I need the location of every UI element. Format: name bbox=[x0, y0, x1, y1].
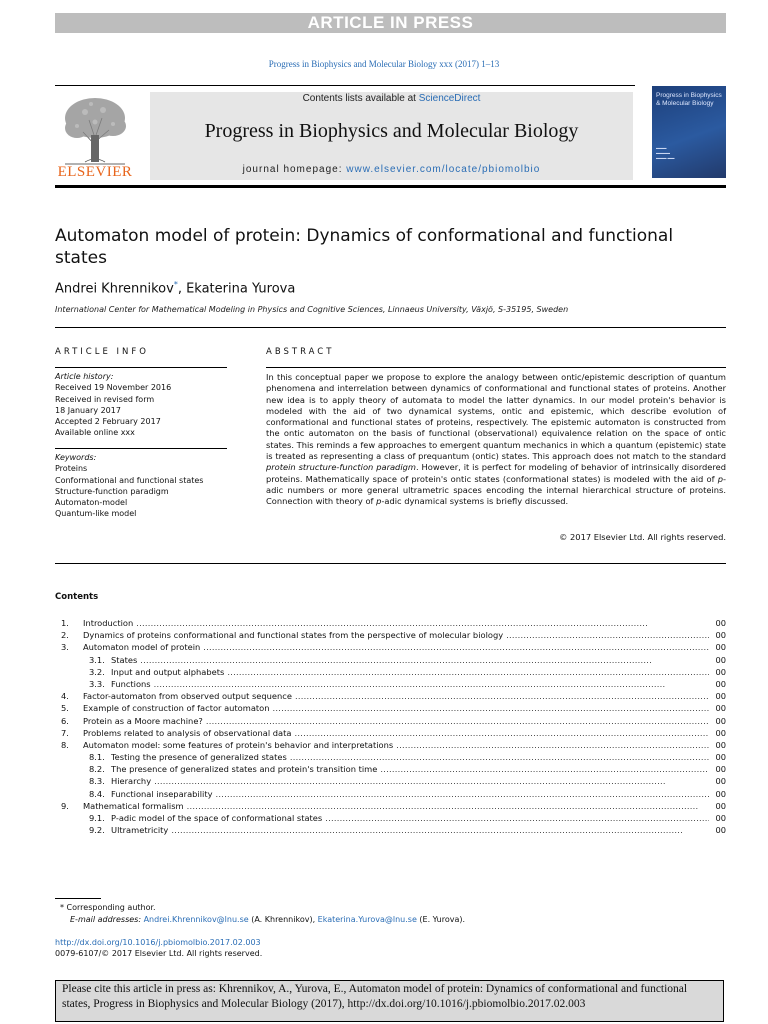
history-item: Received 19 November 2016 bbox=[55, 383, 172, 393]
history-item: Received in revised form bbox=[55, 394, 155, 404]
toc-leader-dots bbox=[187, 800, 709, 812]
toc-title[interactable]: States bbox=[111, 654, 138, 665]
toc-title[interactable]: Automaton model: some features of protein's behavior and interpretations bbox=[83, 739, 394, 750]
homepage-link[interactable]: www.elsevier.com/locate/pbiomolbio bbox=[346, 164, 541, 175]
toc-title[interactable]: Protein as a Moore machine? bbox=[83, 715, 203, 726]
toc-number: 8.2. bbox=[89, 764, 105, 775]
toc-entry[interactable] bbox=[55, 812, 726, 824]
keyword: Conformational and functional states bbox=[55, 475, 204, 485]
toc-entry[interactable] bbox=[55, 678, 726, 690]
toc-page-number: 00 bbox=[715, 752, 726, 763]
header-rule-top bbox=[55, 85, 635, 86]
toc-title[interactable]: Input and output alphabets bbox=[111, 666, 225, 677]
toc-number: 3.3. bbox=[89, 678, 105, 689]
email-link-yurova[interactable]: Ekaterina.Yurova@lnu.se bbox=[317, 915, 417, 924]
toc-title[interactable]: Ultrametricity bbox=[111, 825, 169, 836]
toc-leader-dots bbox=[273, 702, 709, 714]
cover-title: Progress in Biophysics & Molecular Biology bbox=[656, 92, 722, 107]
toc-title[interactable]: Problems related to analysis of observational data bbox=[83, 727, 292, 738]
toc-page-number: 00 bbox=[715, 642, 726, 653]
keyword: Proteins bbox=[55, 464, 88, 474]
toc-entry[interactable] bbox=[55, 788, 726, 800]
toc-title[interactable]: The presence of generalized states and protein's transition time bbox=[111, 764, 378, 775]
cover-fine-print: ▬▬▬ ▬▬▬▬ ▬▬▬ ▬▬ bbox=[656, 146, 675, 160]
header-rule-bottom bbox=[55, 185, 726, 188]
toc-leader-dots bbox=[295, 690, 709, 702]
toc-leader-dots bbox=[216, 788, 710, 800]
abstract-part: -adic dynamical systems is briefly discussed. bbox=[381, 496, 569, 507]
keywords-label: Keywords: bbox=[55, 453, 97, 462]
abstract-italic: protein structure-function paradigm bbox=[266, 462, 416, 473]
toc-leader-dots bbox=[227, 666, 709, 678]
toc-leader-dots bbox=[154, 775, 709, 787]
toc-page-number: 00 bbox=[715, 788, 726, 799]
toc-number: 7. bbox=[61, 727, 69, 738]
table-of-contents bbox=[55, 617, 726, 836]
toc-page-number: 00 bbox=[715, 691, 726, 702]
email-owner: (E. Yurova). bbox=[416, 915, 466, 924]
doi-link[interactable]: http://dx.doi.org/10.1016/j.pbiomolbio.2017.02.003 bbox=[55, 938, 261, 947]
toc-number: 5. bbox=[61, 703, 69, 714]
toc-number: 3.1. bbox=[89, 654, 105, 665]
footnote-rule bbox=[55, 898, 101, 899]
toc-title[interactable]: Hierarchy bbox=[111, 776, 152, 787]
toc-number: 1. bbox=[61, 618, 69, 628]
toc-number: 3. bbox=[61, 642, 69, 653]
toc-page-number: 00 bbox=[715, 630, 726, 641]
corresponding-author-mark[interactable]: * bbox=[173, 280, 178, 289]
toc-page-number: 00 bbox=[715, 825, 726, 836]
toc-page-number: 00 bbox=[715, 703, 726, 714]
elsevier-wordmark: ELSEVIER bbox=[57, 164, 133, 180]
homepage-label: journal homepage: bbox=[242, 164, 347, 175]
issn-line: 0079-6107/© 2017 Elsevier Ltd. All rights reserved. bbox=[55, 949, 263, 958]
toc-number: 8.4. bbox=[89, 788, 105, 799]
journal-citation-link[interactable]: Progress in Biophysics and Molecular Biology xxx (2017) 1–13 bbox=[268, 59, 500, 69]
toc-title[interactable]: Example of construction of factor automaton bbox=[83, 703, 270, 714]
toc-title[interactable]: Testing the presence of generalized states bbox=[111, 752, 287, 763]
keywords bbox=[55, 452, 230, 520]
toc-leader-dots bbox=[171, 824, 709, 836]
toc-entry[interactable] bbox=[55, 727, 726, 739]
toc-leader-dots bbox=[206, 715, 709, 727]
author-list bbox=[55, 280, 295, 296]
toc-entry[interactable] bbox=[55, 666, 726, 678]
history-item: Accepted 2 February 2017 bbox=[55, 417, 161, 427]
toc-entry[interactable] bbox=[55, 751, 726, 763]
toc-title[interactable]: Functional inseparability bbox=[111, 788, 213, 799]
toc-leader-dots bbox=[325, 812, 709, 824]
contents-heading: Contents bbox=[55, 592, 99, 602]
contents-available-line bbox=[150, 93, 633, 104]
toc-entry[interactable] bbox=[55, 824, 726, 836]
toc-leader-dots bbox=[294, 727, 709, 739]
footnote-marker: * bbox=[60, 903, 64, 912]
toc-page-number: 00 bbox=[715, 727, 726, 738]
toc-leader-dots bbox=[506, 629, 709, 641]
corresponding-author-label: Corresponding author. bbox=[64, 903, 156, 912]
article-history bbox=[55, 371, 230, 439]
journal-homepage-line bbox=[150, 164, 633, 175]
toc-entry[interactable] bbox=[55, 654, 726, 666]
article-info-rule bbox=[55, 367, 227, 368]
toc-title[interactable]: P-adic model of the space of conformational states bbox=[111, 813, 323, 823]
toc-title[interactable]: Functions bbox=[111, 678, 151, 689]
journal-title: Progress in Biophysics and Molecular Biology bbox=[204, 120, 579, 142]
toc-page-number: 00 bbox=[715, 666, 726, 677]
toc-title[interactable]: Mathematical formalism bbox=[83, 800, 184, 811]
toc-leader-dots bbox=[154, 678, 709, 690]
toc-page-number: 00 bbox=[715, 800, 726, 811]
keyword: Quantum-like model bbox=[55, 509, 137, 519]
toc-number: 6. bbox=[61, 715, 69, 726]
toc-page-number: 00 bbox=[715, 739, 726, 750]
toc-leader-dots bbox=[203, 641, 709, 653]
email-label: E-mail addresses: bbox=[70, 915, 144, 924]
abstract-text bbox=[266, 372, 726, 508]
history-item: Available online xxx bbox=[55, 428, 135, 438]
toc-page-number: 00 bbox=[715, 813, 726, 823]
journal-cover-image bbox=[652, 86, 726, 178]
author-khrennikov[interactable]: Andrei Khrennikov bbox=[55, 281, 174, 297]
toc-leader-dots bbox=[380, 763, 709, 775]
contents-rule bbox=[55, 563, 726, 564]
toc-entry[interactable] bbox=[55, 641, 726, 653]
toc-number: 9.1. bbox=[89, 813, 105, 823]
toc-page-number: 00 bbox=[715, 764, 726, 775]
sciencedirect-link[interactable]: ScienceDirect bbox=[418, 93, 481, 104]
article-info-heading: ARTICLE INFO bbox=[55, 347, 149, 357]
affiliation: International Center for Mathematical Modeling in Physics and Cognitive Sciences, Linnaeus University, Växjö, S-35195, Sweden bbox=[55, 305, 569, 314]
toc-entry[interactable] bbox=[55, 775, 726, 787]
doi-block bbox=[55, 937, 262, 959]
abstract-part: In this conceptual paper we propose to explore the analogy between ontic/epistemic description of quantum phenomena and interrelation between dynamics of conformational and functional states of proteins. Another new idea is to apply theory of automata to model the latter dynamics. In our model protein's behavior is modeled with the aid of two dynamical systems, ontic and epistemic, which describe evolution of conformational and functional states of proteins, respectively. The epistemic automaton is constructed from the ontic automaton on the basis of functional (observational) equivalence relation on the space of ontic states. This reminds a few approaches to emergent quantum mechanics in which a quantum (epistemic) state is treated as representing a class of prequantum (ontic) states. This approach does not match to the standard bbox=[266, 372, 726, 462]
article-in-press-banner: ARTICLE IN PRESS bbox=[55, 13, 726, 33]
author-yurova[interactable]: , Ekaterina Yurova bbox=[177, 281, 296, 297]
toc-entry[interactable] bbox=[55, 629, 726, 641]
toc-number: 8.3. bbox=[89, 776, 105, 787]
abstract-rule bbox=[266, 367, 726, 368]
toc-page-number: 00 bbox=[715, 678, 726, 689]
toc-title[interactable]: Introduction bbox=[83, 618, 134, 628]
copyright-notice: © 2017 Elsevier Ltd. All rights reserved. bbox=[559, 532, 726, 542]
keywords-rule bbox=[55, 448, 227, 449]
toc-leader-dots bbox=[136, 617, 709, 629]
history-label: Article history: bbox=[55, 372, 114, 381]
toc-number: 3.2. bbox=[89, 666, 105, 677]
cite-article-box: Please cite this article in press as: Khrennikov, A., Yurova, E., Automaton model of protein: Dynamics of conformational and functional states, Progress in Biophysics and Molecular Biology (2017), http://dx.doi.org/10.1016/j.pbiomolbio.2017.02.003 bbox=[55, 980, 724, 1022]
toc-number: 2. bbox=[61, 630, 69, 641]
toc-page-number: 00 bbox=[715, 715, 726, 726]
toc-entry[interactable] bbox=[55, 702, 726, 714]
toc-title[interactable]: Automaton model of protein bbox=[83, 642, 201, 653]
toc-entry[interactable] bbox=[55, 739, 726, 751]
toc-leader-dots bbox=[290, 751, 709, 763]
section-rule bbox=[55, 327, 726, 328]
contents-available-text: Contents lists available at bbox=[302, 93, 419, 104]
toc-entry[interactable] bbox=[55, 690, 726, 702]
email-owner: (A. Khrennikov), bbox=[248, 915, 318, 924]
toc-leader-dots bbox=[396, 739, 709, 751]
toc-title[interactable]: Factor-automaton from observed output sequence bbox=[83, 691, 292, 702]
toc-entry[interactable] bbox=[55, 763, 726, 775]
abstract-part: . However, it is perfect for modeling of behavior of intrinsically disordered proteins. Mathematically space of protein's ontic states (conformational states) is modeled with the aid of bbox=[266, 462, 726, 484]
email-link-khrennikov[interactable]: Andrei.Khrennikov@lnu.se bbox=[143, 915, 249, 924]
abstract-part: -adic numbers or more general ultrametric spaces encoding the internal hierarchical structure of proteins. Connection with theory of bbox=[266, 473, 726, 507]
keyword: Structure-function paradigm bbox=[55, 486, 169, 496]
toc-number: 8. bbox=[61, 739, 69, 750]
toc-entry[interactable] bbox=[55, 715, 726, 727]
toc-page-number: 00 bbox=[715, 776, 726, 787]
toc-number: 4. bbox=[61, 691, 69, 702]
toc-number: 9. bbox=[61, 800, 69, 811]
toc-entry[interactable] bbox=[55, 617, 726, 629]
history-item: 18 January 2017 bbox=[55, 405, 121, 415]
corresponding-author-footnote bbox=[60, 902, 465, 926]
toc-number: 9.2. bbox=[89, 825, 105, 836]
abstract-heading: ABSTRACT bbox=[266, 347, 335, 357]
toc-title[interactable]: Dynamics of proteins conformational and functional states from the perspective of molecular biology bbox=[83, 630, 504, 641]
abstract-italic: p bbox=[717, 473, 723, 484]
toc-page-number: 00 bbox=[715, 654, 726, 665]
toc-number: 8.1. bbox=[89, 752, 105, 763]
article-title: Automaton model of protein: Dynamics of conformational and functional states bbox=[55, 226, 674, 268]
keyword: Automaton-model bbox=[55, 498, 128, 508]
abstract-italic: p bbox=[376, 496, 382, 507]
toc-page-number: 00 bbox=[715, 618, 726, 628]
toc-leader-dots bbox=[140, 654, 709, 666]
toc-entry[interactable] bbox=[55, 800, 726, 812]
